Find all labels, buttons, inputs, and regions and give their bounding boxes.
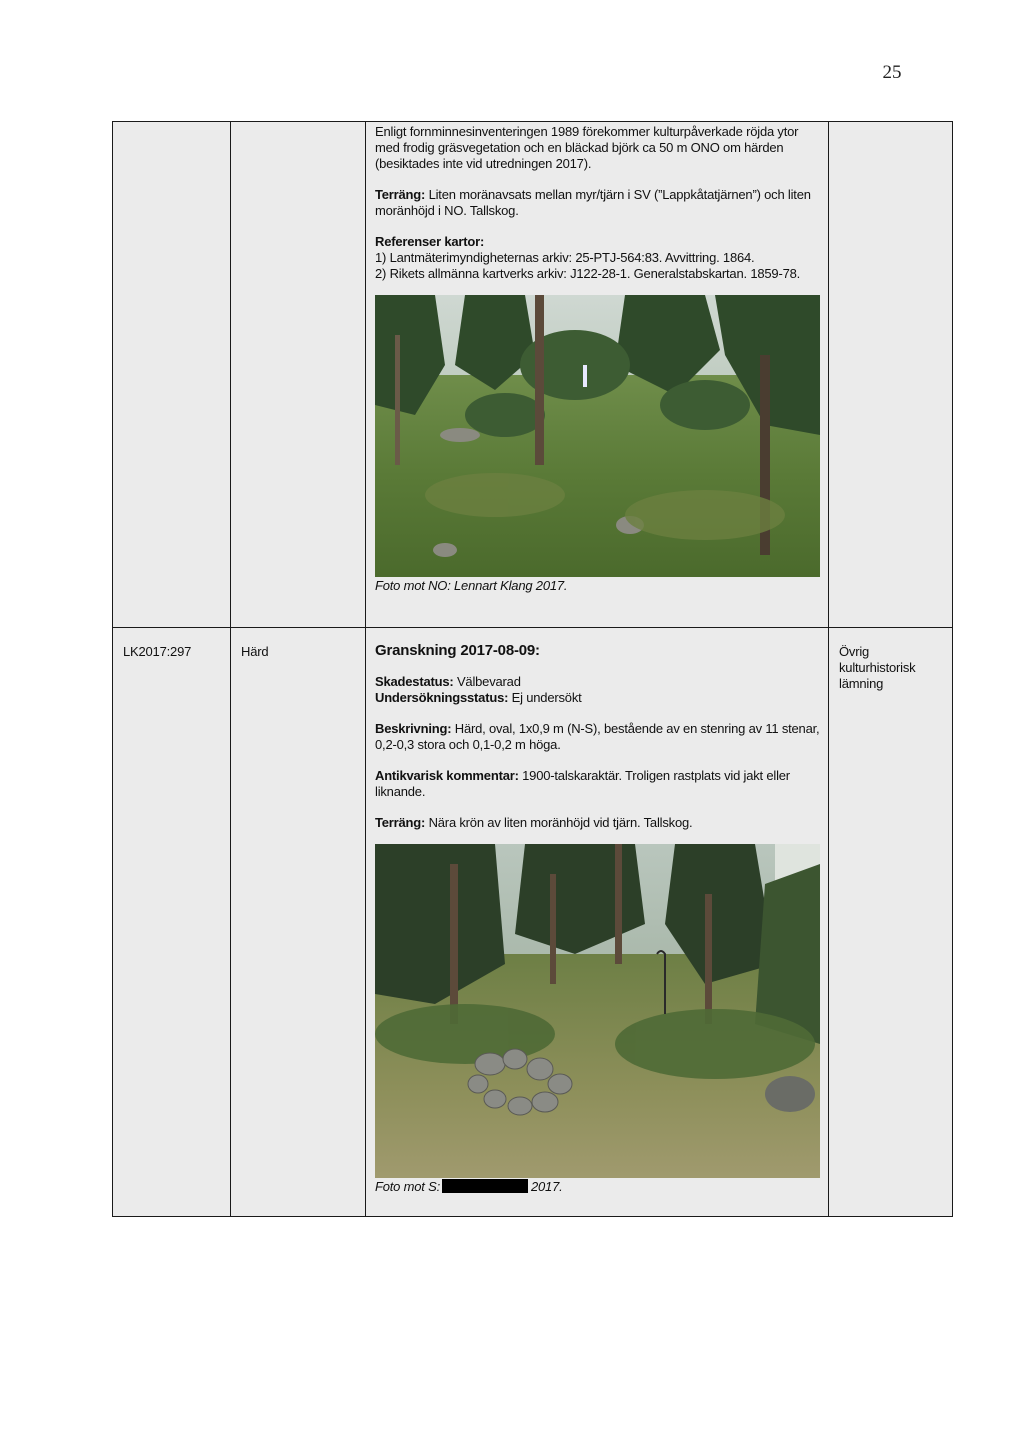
classification-cell-empty — [829, 122, 953, 628]
hearth-photo-s — [375, 844, 820, 1178]
review-heading: Granskning 2017-08-09: — [375, 642, 540, 659]
description-paragraph: Beskrivning: Härd, oval, 1x0,9 m (N-S), bestående av en stenring av 11 stenar, 0,2-0,3 stora och 0,1-0,2 m höga. — [375, 721, 820, 752]
redaction-bar — [442, 1179, 528, 1193]
references-label: Referenser kartor: — [375, 234, 485, 249]
antiquarian-comment: Antikvarisk kommentar: 1900-talskaraktär. Troligen rastplats vid jakt eller liknande. — [375, 768, 790, 799]
description-cell — [366, 628, 829, 1217]
description-cell — [366, 122, 829, 628]
reference-1: 1) Lantmäterimyndigheternas arkiv: 25-PTJ-564:83. Avvittring. 1864. — [375, 250, 755, 265]
terrain-paragraph: Terräng: Nära krön av liten moränhöjd vid tjärn. Tallskog. — [375, 815, 693, 830]
photo-caption: Foto mot S: 2017. — [375, 1179, 563, 1194]
site-id: LK2017:297 — [123, 644, 192, 659]
terrain-paragraph — [375, 187, 820, 219]
inventory-table — [112, 121, 953, 1217]
id-cell — [113, 628, 231, 1217]
id-cell-empty — [113, 122, 231, 628]
photo-caption: Foto mot NO: Lennart Klang 2017. — [375, 578, 568, 593]
forest-photo-ne — [375, 295, 820, 577]
classification-text: Övrig kulturhistorisk lämning — [839, 644, 916, 691]
reference-2: 2) Rikets allmänna kartverks arkiv: J122-28-1. Generalstabskartan. 1859-78. — [375, 266, 801, 281]
table-row — [113, 628, 953, 1217]
damage-status: Skadestatus: Välbevarad — [375, 674, 521, 689]
type-cell — [231, 628, 366, 1217]
type-cell-empty — [231, 122, 366, 628]
classification-cell — [829, 628, 953, 1217]
site-type: Härd — [241, 644, 269, 659]
table-row — [113, 122, 953, 628]
terrain-label: Terräng: — [375, 187, 426, 202]
terrain-text: Liten moränavsats mellan myr/tjärn i SV (”Lappkåtatjärnen”) och liten moränhöjd i NO. Tallskog. — [375, 187, 811, 218]
investigation-status: Undersökningsstatus: Ej undersökt — [375, 690, 582, 705]
description-paragraph: Enligt fornminnesinventeringen 1989 förekommer kulturpåverkade röjda ytor med frodig gräsvegetation och en bläckad björk ca 50 m ONO om härden (besiktades inte vid utredningen 2017). — [375, 124, 799, 171]
page-number: 25 — [882, 62, 902, 83]
